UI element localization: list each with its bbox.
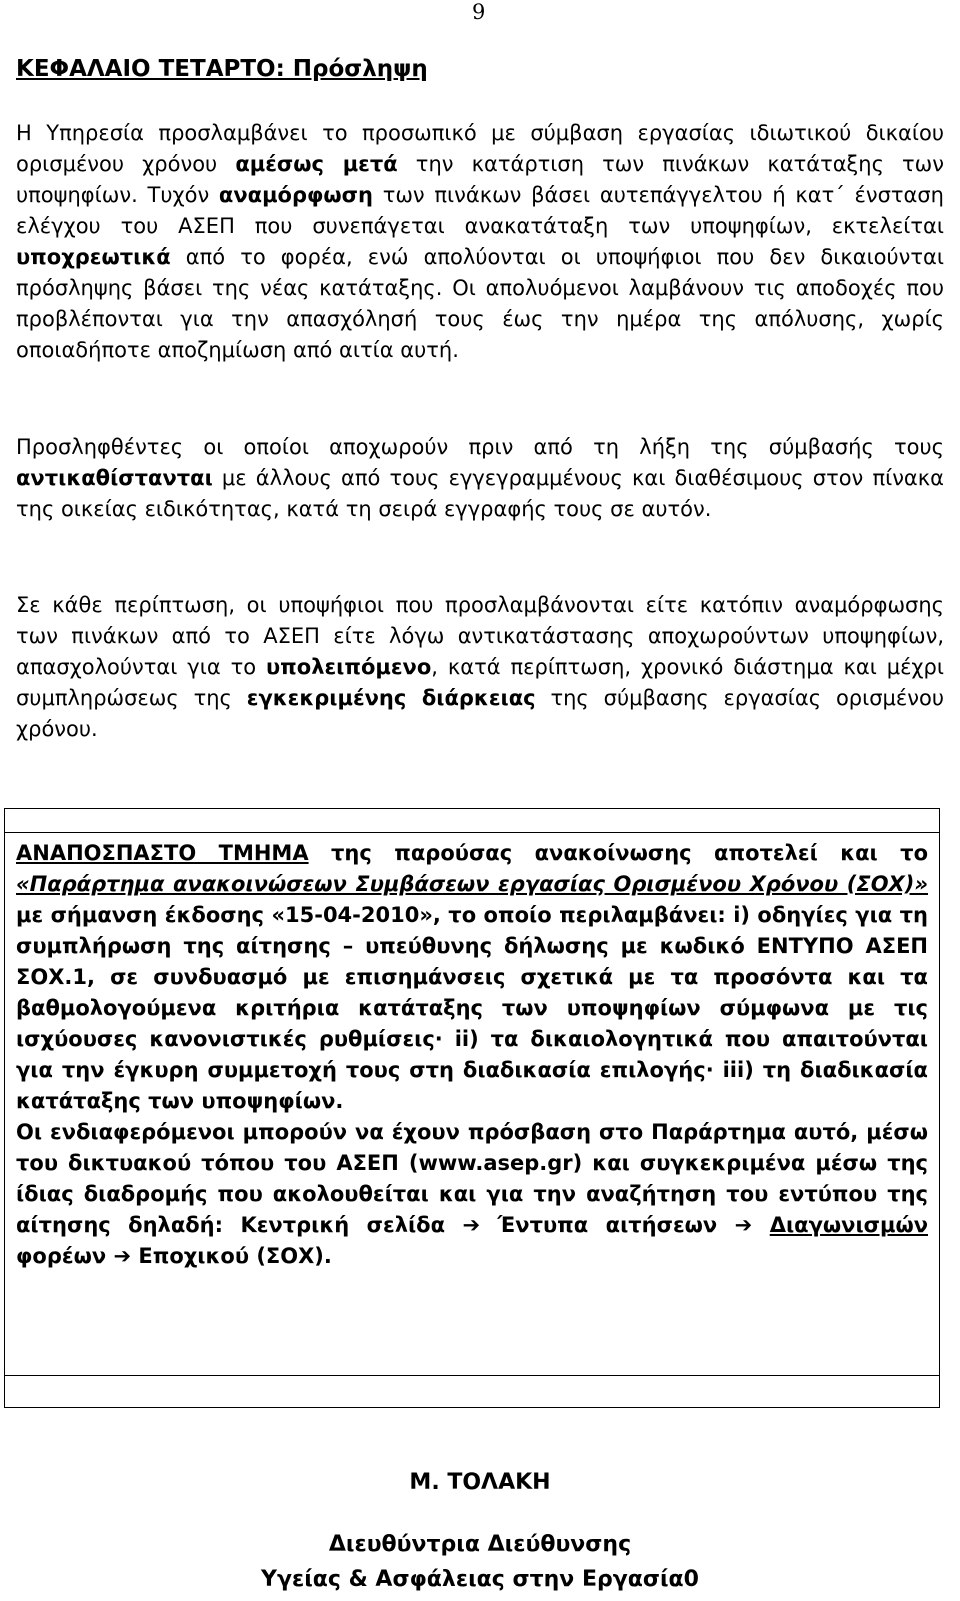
text-segment: Οι ενδιαφερόμενοι μπορούν να έχουν πρόσβαση στο Παράρτημα αυτό, μέσω του δικτυακού τόπου του ΑΣΕΠ (www.asep.gr) και συγκεκριμένα μέσω της ίδιας διαδρομής που ακολουθείται και για την αναζήτηση του εντύπου της αίτησης δηλαδή: Κεντρική σελίδα — [16, 1120, 928, 1237]
page-number: 9 — [472, 0, 486, 24]
text-segment: την κατάρτιση των πινάκων κατάταξης των υποψηφίων. Τυχόν — [16, 152, 944, 207]
text-segment: Προσληφθέντες οι οποίοι αποχωρούν πριν από τη λήξη της σύμβασής τους — [16, 435, 944, 459]
text-segment: Σε κάθε περίπτωση, οι υποψήφιοι που προσλαμβάνονται είτε κατόπιν αναμόρφωσης των πινάκων από το ΑΣΕΠ είτε λόγω αντικατάστασης αποχωρούντων υποψηφίων, απασχολούνται για το — [16, 593, 944, 679]
text-segment: Εποχικού (ΣΟΧ). — [131, 1244, 332, 1268]
signatory-name: Μ. ΤΟΛΑΚΗ — [409, 1470, 551, 1495]
text-segment: της σύμβασης εργασίας ορισμένου χρόνου. — [16, 686, 944, 741]
underlined-heading: ΑΝΑΠΟΣΠΑΣΤΟ ΤΜΗΜΑ — [16, 841, 309, 865]
text-segment: Έντυπα αιτήσεων — [480, 1213, 735, 1237]
text-segment: της παρούσας ανακοίνωσης αποτελεί και το — [308, 841, 928, 865]
bold-segment: υπολειπόμενο — [265, 655, 432, 679]
annex-title: «Παράρτημα ανακοινώσεων Συμβάσεων εργασίας Ορισμένου Χρόνου (ΣΟΧ)» — [16, 872, 928, 896]
bold-segment: αναμόρφωση — [218, 183, 373, 207]
text-segment — [752, 1213, 769, 1237]
underlined-segment: Διαγωνισμών — [769, 1213, 929, 1237]
text-segment: με άλλους από τους εγγεγραμμένους και διαθέσιμους στον πίνακα της οικείας ειδικότητας, κατά τη σειρά εγγραφής τους σε αυτόν. — [16, 466, 944, 521]
chapter-title: ΚΕΦΑΛΑΙΟ ΤΕΤΑΡΤΟ: Πρόσληψη — [16, 56, 428, 82]
paragraph-replacement — [16, 432, 944, 525]
bold-segment: υποχρεωτικά — [16, 245, 171, 269]
text-segment: των πινάκων βάσει αυτεπάγγελτου ή κατ΄ ένσταση ελέγχου του ΑΣΕΠ που συνεπάγεται ανακατάταξη των υποψηφίων, εκτελείται — [16, 183, 944, 238]
text-segment: φορέων — [16, 1244, 114, 1268]
text-segment: με σήμανση έκδοσης «15-04-2010», το οποίο περιλαμβάνει: i) οδηγίες για τη συμπλήρωση της αίτησης – υπεύθυνης δήλωσης με κωδικό ΕΝΤΥΠΟ ΑΣΕΠ ΣΟΧ.1, σε συνδυασμό με επισημάνσεις σχετικά με τα προσόντα και τα βαθμολογούμενα κριτήρια κατάταξης των υποψηφίων σύμφωνα με τις ισχύουσες κανονιστικές ρυθμίσεις· ii) τα δικαιολογητικά που απαιτούνται για την έγκυρη συμμετοχή τους στη διαδικασία επιλογής· iii) τη διαδικασία κατάταξης των υποψηφίων. — [16, 903, 928, 1113]
signatory-title: Διευθύντρια Διεύθυνσης — [328, 1532, 632, 1557]
bold-segment: εγκεκριμένης διάρκειας — [246, 686, 536, 710]
arrow-right-icon: ➔ — [113, 1244, 132, 1268]
signatory-department: Υγείας & Ασφάλειας στην Εργασία0 — [261, 1567, 699, 1592]
bold-segment: αντικαθίστανται — [16, 466, 213, 490]
arrow-right-icon: ➔ — [734, 1213, 753, 1237]
notice-box-text — [16, 838, 928, 1272]
paragraph-recruitment — [16, 118, 944, 366]
arrow-right-icon: ➔ — [462, 1213, 481, 1237]
bold-segment: αμέσως μετά — [235, 152, 398, 176]
text-segment: Η Υπηρεσία προσλαμβάνει το προσωπικό με σύμβαση εργασίας ιδιωτικού δικαίου ορισμένου χρόνου — [16, 121, 944, 176]
text-segment: , κατά περίπτωση, χρονικό διάστημα και μέχρι συμπληρώσεως της — [16, 655, 944, 710]
notice-box-top-divider — [4, 832, 940, 833]
text-segment: από το φορέα, ενώ απολύονται οι υποψήφιοι που δεν δικαιούνται πρόσληψης βάσει της νέας κατάταξης. Οι απολυόμενοι λαμβάνουν τις αποδοχές που προβλέπονται για την απασχόλησή τους έως την ημέρα της απόλυσης, χωρίς οποιαδήποτε αποζημίωση από αιτία αυτή. — [16, 245, 944, 362]
notice-box-bottom-divider — [4, 1375, 940, 1376]
paragraph-duration — [16, 590, 944, 745]
